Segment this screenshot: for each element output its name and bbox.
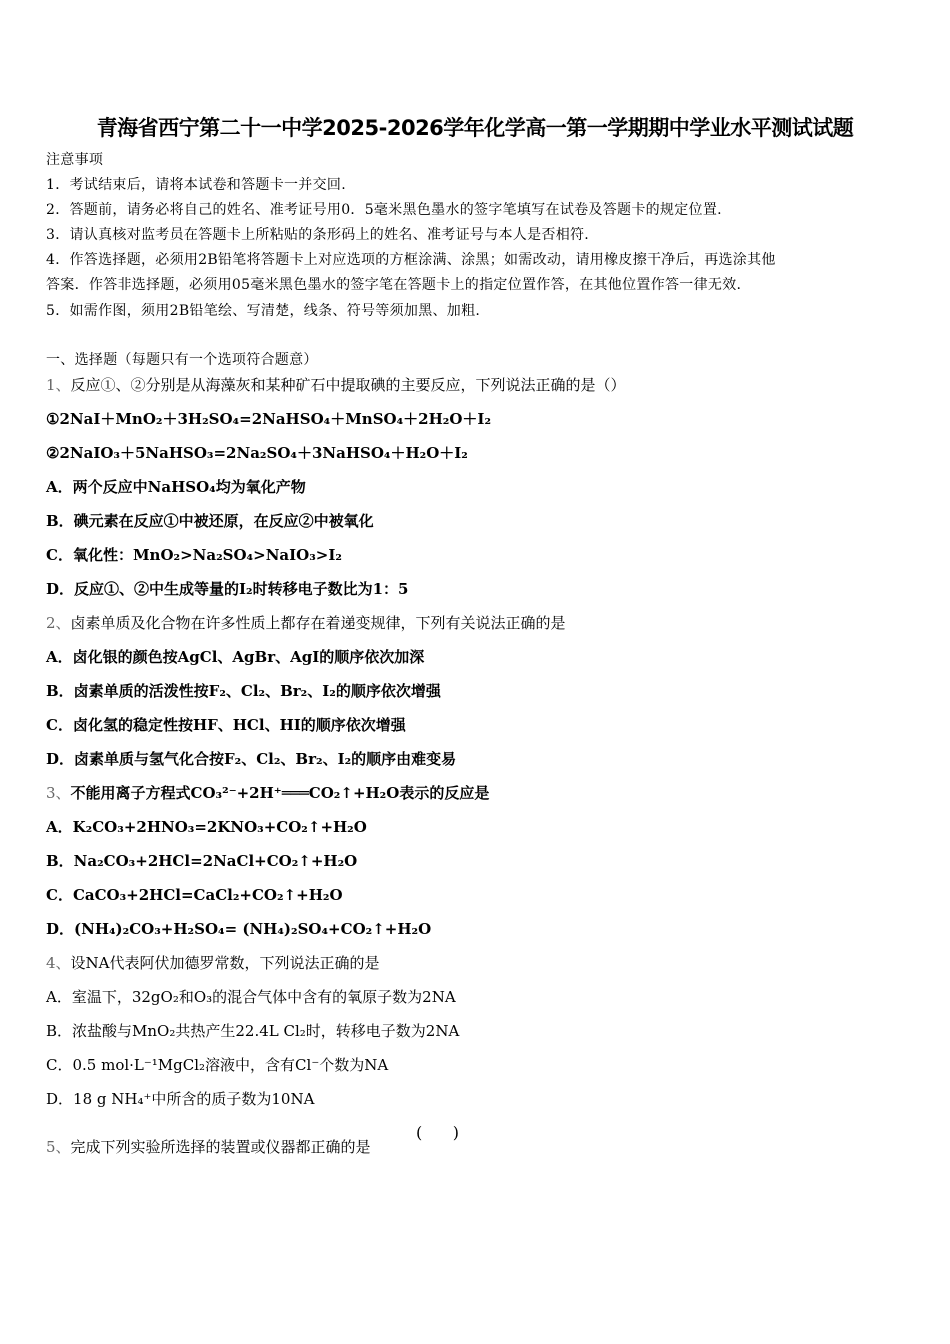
option-a: A．室温下，32gO₂和O₃的混合气体中含有的氧原子数为2NA [46,988,456,1006]
section-heading: 一、选择题（每题只有一个选项符合题意） [46,352,318,368]
notice-heading: 注意事项 [46,152,104,168]
option-d: D．(NH₄)₂CO₃+H₂SO₄= (NH₄)₂SO₄+CO₂↑+H₂O [46,920,432,938]
question-number: 4、 [46,954,71,972]
option-c: C．卤化氢的稳定性按HF、HCl、HI的顺序依次增强 [46,716,406,734]
notice-item: 3．请认真核对监考员在答题卡上所粘贴的条形码上的姓名、准考证号与本人是否相符. [46,227,590,243]
question-5-stem [46,1137,371,1157]
option-a: A．K₂CO₃+2HNO₃=2KNO₃+CO₂↑+H₂O [46,818,367,836]
question-2-stem [46,613,566,633]
question-text: 设NA代表阿伏加德罗常数，下列说法正确的是 [70,954,380,972]
question-number: 2、 [46,614,71,632]
option-b: B．卤素单质的活泼性按F₂、Cl₂、Br₂、I₂的顺序依次增强 [46,682,441,700]
equation-2: ②2NaIO₃＋5NaHSO₃=2Na₂SO₄＋3NaHSO₄＋H₂O＋I₂ [46,444,468,462]
notice-item: 4．作答选择题，必须用2B铅笔将答题卡上对应选项的方框涂满、涂黑；如需改动，请用橡皮擦干净后，再选涂其他 [46,252,776,268]
question-3-stem [46,783,489,803]
option-c: C．氧化性：MnO₂>Na₂SO₄>NaIO₃>I₂ [46,546,342,564]
question-text: 不能用离子方程式CO₃²⁻+2H⁺═══CO₂↑+H₂O表示的反应是 [70,784,490,802]
answer-blank: ( ) [416,1123,459,1142]
question-4-stem [46,953,380,973]
option-b: B．浓盐酸与MnO₂共热产生22.4L Cl₂时，转移电子数为2NA [46,1022,460,1040]
equation-1: ①2NaI＋MnO₂＋3H₂SO₄=2NaHSO₄＋MnSO₄＋2H₂O＋I₂ [46,410,492,428]
question-number: 1、 [46,376,71,394]
option-d: D．反应①、②中生成等量的I₂时转移电子数比为1：5 [46,580,409,598]
question-1-stem [46,375,626,395]
option-c: C．0.5 mol·L⁻¹MgCl₂溶液中，含有Cl⁻个数为NA [46,1056,389,1074]
question-number: 5、 [46,1138,71,1156]
option-c: C．CaCO₃+2HCl=CaCl₂+CO₂↑+H₂O [46,886,343,904]
notice-item: 答案．作答非选择题，必须用05毫米黑色墨水的签字笔在答题卡上的指定位置作答，在其他位置作答一律无效. [46,277,742,293]
notice-item: 5．如需作图，须用2B铅笔绘、写清楚，线条、符号等须加黑、加粗. [46,303,481,319]
question-text: 完成下列实验所选择的装置或仪器都正确的是 [70,1138,371,1156]
option-b: B．碘元素在反应①中被还原，在反应②中被氧化 [46,512,374,530]
option-b: B．Na₂CO₃+2HCl=2NaCl+CO₂↑+H₂O [46,852,358,870]
notice-item: 2．答题前，请务必将自己的姓名、准考证号用0．5毫米黑色墨水的签字笔填写在试卷及答题卡的规定位置. [46,202,722,218]
option-a: A．两个反应中NaHSO₄均为氧化产物 [46,478,306,496]
option-d: D．卤素单质与氢气化合按F₂、Cl₂、Br₂、I₂的顺序由难变易 [46,750,457,768]
option-a: A．卤化银的颜色按AgCl、AgBr、AgI的顺序依次加深 [46,648,425,666]
option-d: D．18 g NH₄⁺中所含的质子数为10NA [46,1090,315,1108]
question-text: 反应①、②分别是从海藻灰和某种矿石中提取碘的主要反应，下列说法正确的是（） [70,376,626,394]
notice-item: 1．考试结束后，请将本试卷和答题卡一并交回. [46,177,346,193]
page-title: 青海省西宁第二十一中学2025-2026学年化学高一第一学期期中学业水平测试试题 [96,116,854,140]
question-text: 卤素单质及化合物在许多性质上都存在着递变规律，下列有关说法正确的是 [70,614,566,632]
question-number: 3、 [46,784,71,802]
